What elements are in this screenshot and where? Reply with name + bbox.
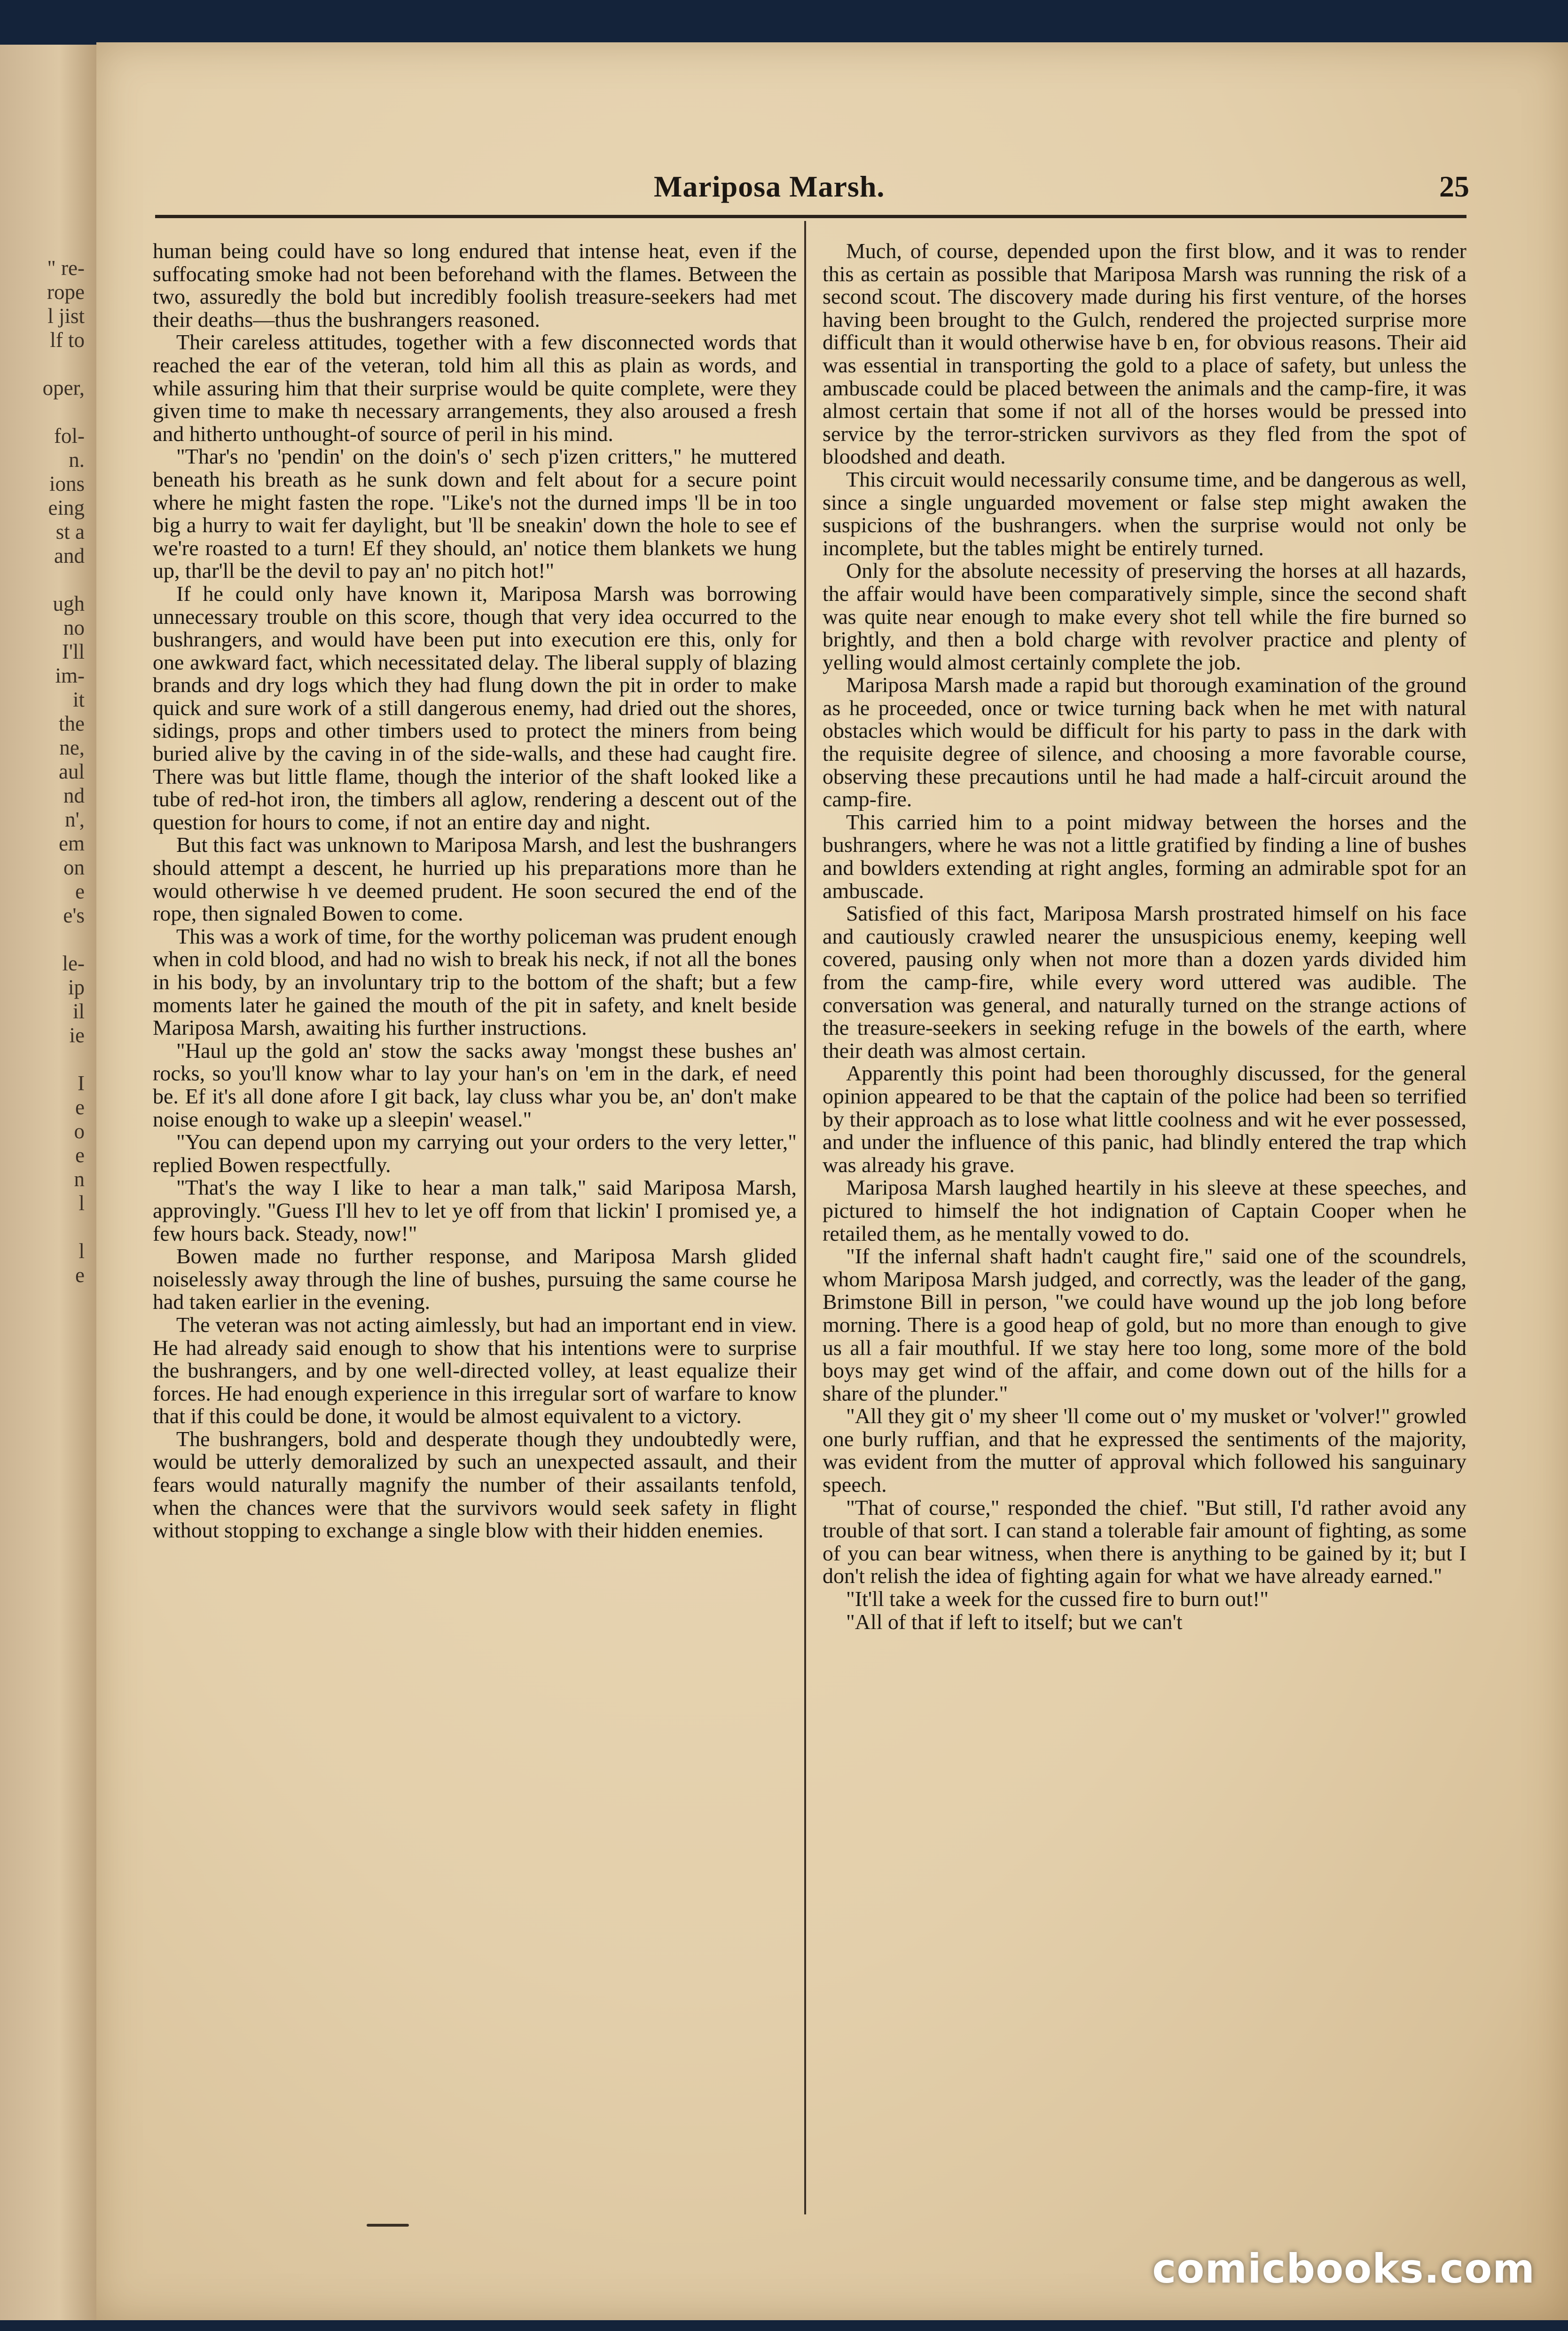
previous-page-fragment: nd [63, 784, 85, 807]
previous-page-fragment: le- [62, 952, 85, 975]
right-column [823, 240, 1466, 1633]
previous-page-text [0, 256, 94, 1287]
previous-page-fragment: o [74, 1119, 85, 1143]
paragraph: human being could have so long endured that intense heat, even if the suffocating smoke had not been beforehand with the flames. Between the two, assuredly the bold but incredibly foolish treasure-seekers had met their deaths—thus the bushrangers reasoned. [153, 239, 797, 331]
previous-page-fragment: ugh [53, 592, 85, 615]
paragraph: But this fact was unknown to Mariposa Marsh, and lest the bushrangers should attempt a descent, he hurried up his preparations more than he would otherwise h ve deemed prudent. He soon secured the end of the rope, then signaled Bowen to come. [153, 833, 797, 926]
previous-page-fragment: it [72, 688, 85, 711]
paragraph: "All of that if left to itself; but we can't [846, 1609, 1183, 1634]
paragraph: This carried him to a point midway between the horses and the bushrangers, where he was not a little gratified by finding a line of bushes and bowlders extending at right angles, forming an admirable spot for an ambuscade. [823, 810, 1466, 903]
previous-page-fragment: e [75, 1143, 85, 1167]
paragraph: "That of course," responded the chief. "But still, I'd rather avoid any trouble of that sort. I can stand a tolerable fair amount of fighting, as some of you can bear witness, when there is anything to be gained by it; but I don't relish the idea of fighting again for what we have already earned." [823, 1495, 1466, 1588]
paragraph: "Thar's no 'pendin' on the doin's o' sech p'izen critters," he muttered beneath his breath as he sunk down and felt about for a secure point where he might fasten the rope. "Like's not the durned imps 'll be in too big a hurry to wait fer daylight, but 'll be sneakin' down the hole to see ef we're roasted to a turn! Ef they should, an' notice them blankets we hung up, thar'll be the devil to pay an' no pitch hot!" [153, 444, 797, 583]
page-header [96, 160, 1568, 216]
previous-page-fragment: rope [47, 280, 85, 304]
previous-page-fragment: ie [69, 1024, 85, 1047]
previous-page-fragment [0, 928, 94, 952]
paragraph: Only for the absolute necessity of preserving the horses at all hazards, the affair would have been comparatively simple, since the second shaft was quite near enough to make every shot tell while the fire burned so brightly, and then a bold charge with revolver practice and plenty of yelling would almost certainly complete the job. [823, 559, 1466, 674]
paragraph: "If the infernal shaft hadn't caught fire," said one of the scoundrels, whom Mariposa Marsh judged, and correctly, was the leader of the gang, Brimstone Bill in person, "we could have wound up the job long before morning. There is a good heap of gold, but no more than enough to give us all a fair mouthful. If we stay here too long, some more of the bold boys may get wind of the affair, and come down out of the hills for a share of the plunder." [823, 1244, 1466, 1405]
site-watermark: comicbooks.com [1152, 2245, 1535, 2292]
page-number: 25 [1439, 170, 1469, 203]
paragraph: Mariposa Marsh laughed heartily in his sleeve at these speeches, and pictured to himself the hot indignation of Captain Cooper when he retailed them, as he mentally vowed to do. [823, 1175, 1466, 1245]
paragraph: "That's the way I like to hear a man talk," said Mariposa Marsh, approvingly. "Guess I'll hev to let ye off from that lickin' I promised ye, a few hours back. Steady, now!" [153, 1175, 797, 1245]
previous-page-fragment [0, 1047, 94, 1071]
previous-page-fragment: n', [65, 808, 85, 831]
previous-page-fragment: ions [49, 472, 85, 496]
previous-page-fragment: the [59, 712, 85, 735]
paragraph: "All they git o' my sheer 'll come out o' my musket or 'volver!" growled one burly ruffian, and that he expressed the sentiments of the majority, was evident from the mutter of approval which followed his sanguinary speech. [823, 1404, 1466, 1497]
previous-page-fragment: im- [55, 664, 85, 687]
column-divider [804, 221, 806, 2214]
previous-page-edge [0, 45, 101, 2320]
previous-page-fragment: aul [59, 760, 85, 783]
paragraph: Much, of course, depended upon the first blow, and it was to render this as certain as possible that Mariposa Marsh was running the risk of a second scout. The discovery made during his first venture, of the horses having been brought to the Gulch, rendered the projected surprise more difficult than it would otherwise have b en, for obvious reasons. Their aid was essential in transporting the gold to a place of safety, but unless the ambuscade could be placed between the animals and the camp-fire, it was almost certain that some if not all of the horses would be pressed into service by the terror-stricken survivors as they fled from the spot of bloodshed and death. [823, 239, 1466, 469]
previous-page-fragment: n [74, 1167, 85, 1191]
previous-page-fragment: eing [48, 496, 85, 520]
previous-page-fragment: st a [55, 520, 85, 543]
previous-page-fragment: e's [63, 904, 85, 927]
previous-page-fragment [0, 1215, 94, 1239]
previous-page-fragment: and [54, 544, 85, 567]
page-title: Mariposa Marsh. [654, 170, 885, 203]
paragraph: This was a work of time, for the worthy policeman was prudent enough when in cold blood, and had no wish to break his neck, if not all the bones in his body, by an involuntary trip to the bottom of the shaft; but a few moments later he gained the mouth of the pit in safety, and knelt beside Mariposa Marsh, awaiting his further instructions. [153, 924, 797, 1040]
previous-page-fragment: I [78, 1071, 85, 1095]
previous-page-fragment: e [75, 880, 85, 903]
previous-page-fragment: l [78, 1191, 85, 1215]
previous-page-fragment: oper, [42, 376, 85, 400]
previous-page-fragment: ne, [59, 736, 85, 759]
previous-page-fragment [0, 400, 94, 424]
left-column [153, 240, 797, 1542]
paragraph: Apparently this point had been thoroughly discussed, for the general opinion appeared to be that the captain of the police had been so terrified by their approach as to lose what little coolness and wit he ever possessed, and under the influence of this panic, had blindly entered the trap which was already his grave. [823, 1061, 1466, 1177]
previous-page-fragment: no [63, 616, 85, 639]
paragraph: The veteran was not acting aimlessly, but had an important end in view. He had already said enough to show that his intentions were to surprise the bushrangers, and by one well-directed volley, at least equalize their forces. He had enough experience in this irregular sort of warfare to know that if this could be done, it would be almost equivalent to a victory. [153, 1312, 797, 1428]
paragraph: "You can depend upon my carrying out your orders to the very letter," replied Bowen respectfully. [153, 1130, 797, 1177]
previous-page-fragment: il [72, 1000, 85, 1023]
paragraph: "Haul up the gold an' stow the sacks away 'mongst these bushes an' rocks, so you'll know whar to lay your han's on 'em in the dark, ef need be. Ef it's all done afore I git back, lay cluss whar you be, an' don't make noise enough to wake up a sleepin' weasel." [153, 1038, 797, 1131]
previous-page-fragment: ip [68, 976, 85, 999]
previous-page-fragment: fol- [54, 424, 85, 448]
paragraph: "It'll take a week for the cussed fire to burn out!" [846, 1587, 1269, 1611]
previous-page-fragment: " re- [47, 256, 85, 280]
paragraph: Their careless attitudes, together with a few disconnected words that reached the ear of the veteran, told him all this as plain as words, and while assuring him that their surprise would be quite complete, were they given time to make th necessary arrangements, they also aroused a fresh and hitherto unthought-of source of peril in his mind. [153, 330, 797, 446]
previous-page-fragment: em [59, 832, 85, 855]
previous-page-fragment: n. [69, 448, 85, 472]
paragraph: If he could only have known it, Mariposa Marsh was borrowing unnecessary trouble on this score, though that very idea occurred to the bushrangers, and would have been put into execution ere this, only for one awkward fact, which necessitated delay. The liberal supply of blazing brands and dry logs which they had flung down the pit in order to make quick and sure work of a still dangerous enemy, had dried out the shores, sidings, props and other timbers used to protect the miners from being buried alive by the caving in of the side-walls, and these had caught fire. There was but little flame, though the interior of the shaft looked like a tube of red-hot iron, the timbers all aglow, rendering a descent out of the question for hours to come, if not an entire day and night. [153, 581, 797, 834]
footer-ornament [367, 2224, 409, 2227]
paragraph: The bushrangers, bold and desperate though they undoubtedly were, would be utterly demoralized by such an unexpected assault, and their fears would naturally magnify the number of their assailants tenfold, when the chances were that the survivors would seek safety in flight without stopping to exchange a single blow with their hidden enemies. [153, 1426, 797, 1543]
previous-page-fragment: e [75, 1095, 85, 1119]
previous-page-fragment: I'll [62, 640, 85, 663]
previous-page-fragment: e [75, 1263, 85, 1287]
paragraph: Satisfied of this fact, Mariposa Marsh prostrated himself on his face and cautiously crawled nearer the unsuspicious enemy, keeping well covered, pausing only when not more than a dozen yards divided him from the camp-fire, while every word uttered was audible. The conversation was general, and naturally turned on the strange actions of the treasure-seekers in seeking refuge in the bowels of the earth, where their death was almost certain. [823, 901, 1466, 1063]
book-page [96, 42, 1568, 2320]
paragraph: Mariposa Marsh made a rapid but thorough examination of the ground as he proceeded, once or twice turning back when he met with natural obstacles which would be difficult for his party to pass in the dark with the requisite degree of silence, and choosing a more favorable course, observing these precautions until he had made a half-circuit around the camp-fire. [823, 673, 1466, 811]
previous-page-fragment [0, 352, 94, 376]
header-rule [155, 215, 1466, 218]
paragraph: This circuit would necessarily consume time, and be dangerous as well, since a single unguarded movement or false step might awaken the suspicions of the bushrangers. when the surprise would not only be incomplete, but the tables might be entirely turned. [823, 467, 1466, 560]
previous-page-fragment: lf to [50, 328, 85, 352]
previous-page-fragment: l jist [47, 304, 85, 328]
previous-page-fragment: on [63, 856, 85, 879]
previous-page-fragment: l [78, 1239, 85, 1263]
previous-page-fragment [0, 568, 94, 592]
paragraph: Bowen made no further response, and Mariposa Marsh glided noiselessly away through the line of bushes, pursuing the same course he had taken earlier in the evening. [153, 1244, 797, 1314]
